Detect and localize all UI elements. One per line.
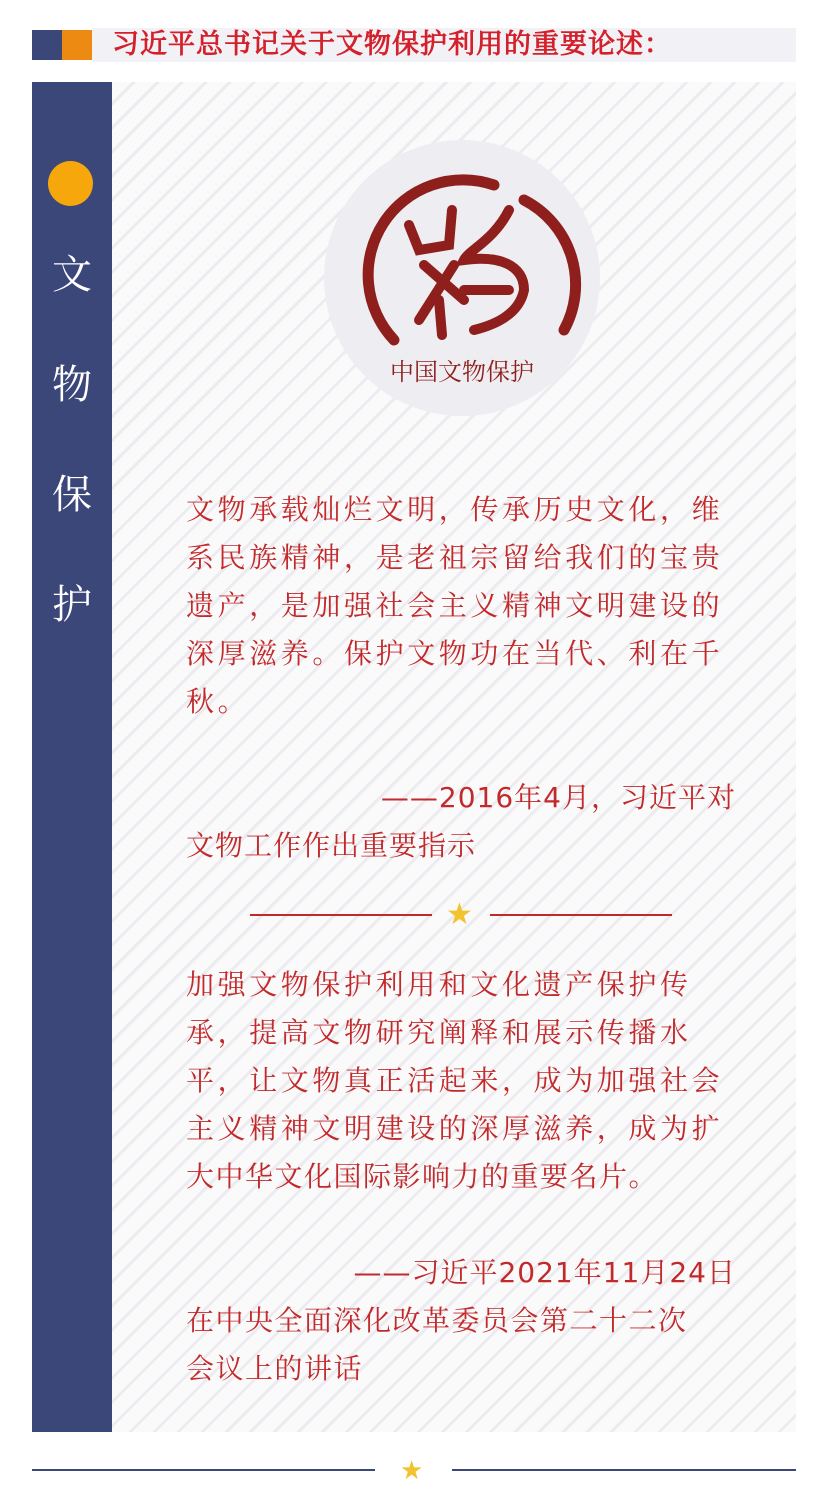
quote2-line: 平，让文物真正活起来，成为加强社会	[186, 1064, 724, 1097]
page-title: 习近平总书记关于文物保护利用的重要论述：	[112, 29, 672, 60]
footer-divider-line	[452, 1469, 796, 1471]
sidebar-char: 物	[52, 362, 92, 408]
orange-dot-icon	[48, 161, 93, 206]
quote2-line: 加强文物保护利用和文化遗产保护传	[186, 968, 692, 1001]
quote2-source: 会议上的讲话	[186, 1352, 364, 1385]
quote2-line: 承，提高文物研究阐释和展示传播水	[186, 1016, 692, 1049]
star-icon: ★	[400, 1456, 424, 1486]
footer-divider-line	[32, 1469, 375, 1471]
svg-text:中国文物保护: 中国文物保护	[390, 358, 534, 386]
quote1-line: 遗产，是加强社会主义精神文明建设的	[186, 589, 724, 622]
quote1-line: 文物承载灿烂文明，传承历史文化，维	[186, 493, 724, 526]
quote1-source: 文物工作作出重要指示	[186, 829, 477, 862]
quote2-source: ——习近平2021年11月24日	[353, 1256, 736, 1289]
sidebar-char: 护	[52, 582, 92, 628]
header-orange-square	[62, 30, 92, 60]
quote1-source: ——2016年4月，习近平对	[380, 781, 736, 814]
sidebar-char: 文	[52, 252, 92, 298]
sidebar-char: 保	[52, 472, 92, 518]
star-icon: ★	[446, 897, 473, 932]
quote2-line: 大中华文化国际影响力的重要名片。	[186, 1160, 659, 1193]
divider-line	[490, 914, 672, 916]
header-navy-square	[32, 30, 62, 60]
divider-line	[250, 914, 432, 916]
cultural-relic-protection-logo	[324, 140, 600, 416]
quote1-line: 秋。	[186, 685, 250, 718]
quote1-line: 深厚滋养。保护文物功在当代、利在千	[186, 637, 724, 670]
quote2-line: 主义精神文明建设的深厚滋养，成为扩	[186, 1112, 724, 1145]
seal-icon	[324, 140, 600, 416]
quote1-line: 系民族精神，是老祖宗留给我们的宝贵	[186, 541, 724, 574]
quote2-source: 在中央全面深化改革委员会第二十二次	[186, 1304, 688, 1337]
